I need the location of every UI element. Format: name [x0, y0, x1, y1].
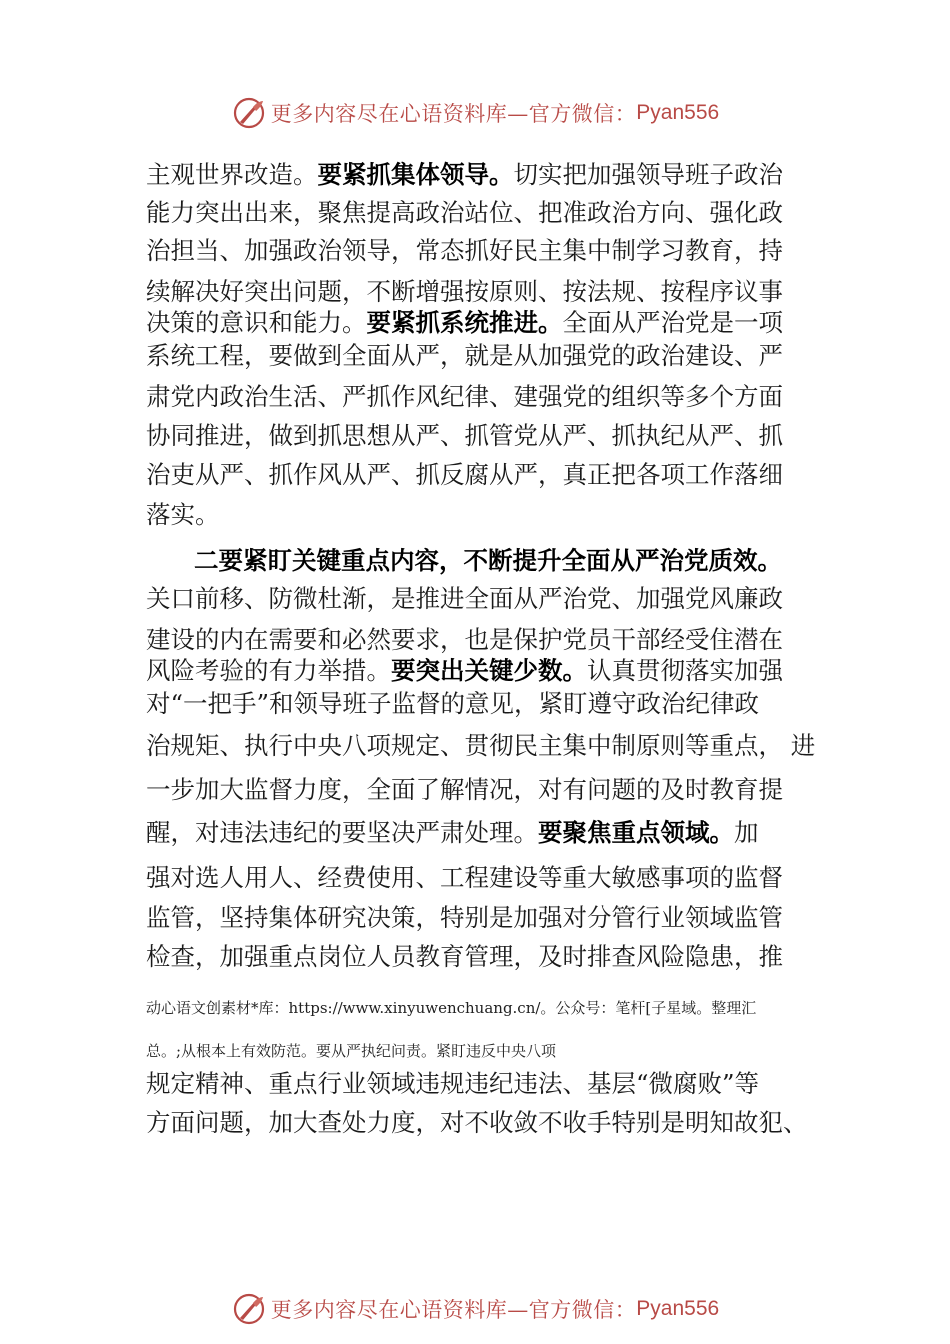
footer-banner	[0, 1284, 950, 1334]
text-line: 系统工程，要做到全面从严，就是从加强党的政治建设、严	[146, 341, 783, 370]
text-line: 监管，坚持集体研究决策，特别是加强对分管行业领域监管	[146, 903, 783, 932]
source-note: 总。;从根本上有效防范。要从严执纪问责。紧盯违反中央八项	[146, 1042, 557, 1060]
text-line: 治规矩、执行中央八项规定、贯彻民主集中制原则等重点， 进	[146, 731, 816, 760]
footer-banner-text: 更多内容尽在心语资料库—官方微信：	[270, 1298, 637, 1322]
text-line: 续解决好突出问题，不断增强按原则、按法规、按程序议事	[146, 277, 783, 306]
text-line: 协同推进，做到抓思想从严、抓管党从严、抓执纪从严、抓	[146, 421, 783, 450]
section-heading: 二要紧盯关键重点内容，不断提升全面从严治党质效。	[194, 546, 782, 575]
text-line: 落实。	[146, 500, 220, 529]
text-line: 治吏从严、抓作风从严、抓反腐从严，真正把各项工作落细	[146, 460, 783, 489]
text-line: 治担当、加强政治领导，常态抓好民主集中制学习教育，持	[146, 236, 783, 265]
text-line: 肃党内政治生活、严抓作风纪律、建强党的组织等多个方面	[146, 382, 783, 411]
source-note: 动心语文创素材*库：https://www.xinyuwenchuang.cn/。公众号：笔杆[子星域。整理汇	[146, 999, 757, 1017]
quill-logo-icon	[231, 1291, 267, 1327]
header-banner-text: 更多内容尽在心语资料库—官方微信：	[270, 102, 637, 126]
text-line: 对“一把手”和领导班子监督的意见，紧盯遵守政治纪律政	[146, 689, 760, 718]
header-banner	[0, 88, 950, 138]
text-line: 一步加大监督力度，全面了解情况，对有问题的及时教育提	[146, 775, 783, 804]
text-line: 建设的内在需要和必然要求，也是保护党员干部经受住潜在	[146, 625, 783, 654]
quill-logo-icon	[231, 95, 267, 131]
header-banner-id: Pyan556	[636, 101, 720, 124]
text-line: 检查，加强重点岗位人员教育管理，及时排查风险隐患，推	[146, 942, 783, 971]
text-line: 强对选人用人、经费使用、工程建设等重大敏感事项的监督	[146, 863, 783, 892]
text-line: 能力突出出来，聚焦提高政治站位、把准政治方向、强化政	[146, 198, 783, 227]
text-line: 风险考验的有力举措。要突出关键少数。认真贯彻落实加强	[146, 656, 783, 685]
text-line: 方面问题，加大查处力度，对不收敛不收手特别是明知故犯、	[146, 1108, 808, 1137]
text-line: 决策的意识和能力。要紧抓系统推进。全面从严治党是一项	[146, 308, 783, 337]
footer-banner-id: Pyan556	[636, 1297, 720, 1320]
text-line: 规定精神、重点行业领域违规违纪违法、基层“微腐败”等	[146, 1069, 760, 1098]
text-line: 主观世界改造。要紧抓集体领导。切实把加强领导班子政治	[146, 160, 783, 189]
text-line: 关口前移、防微杜渐，是推进全面从严治党、加强党风廉政	[146, 584, 783, 613]
text-line: 醒，对违法违纪的要坚决严肃处理。要聚焦重点领域。加	[146, 818, 759, 847]
